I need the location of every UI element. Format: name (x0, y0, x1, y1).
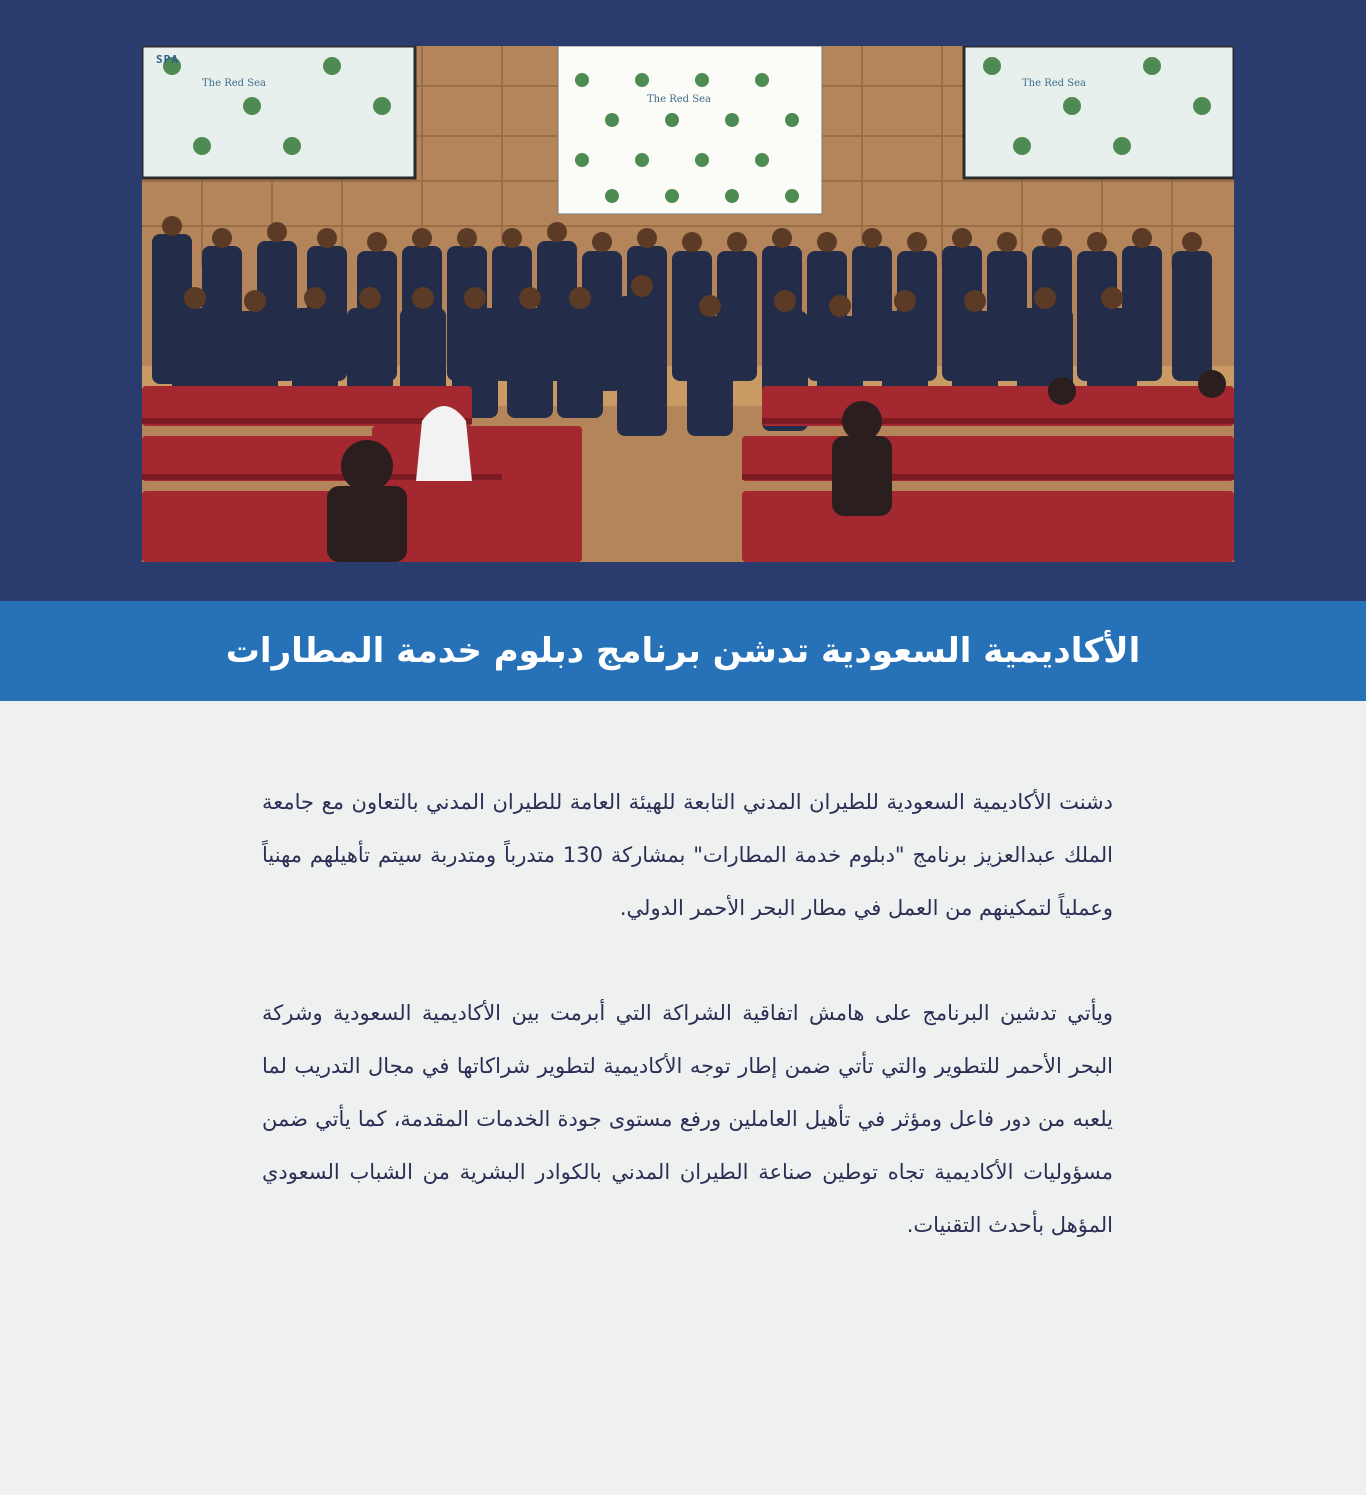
article-body (262, 776, 1113, 1304)
screen-text-red-sea: The Red Sea (202, 78, 266, 89)
paragraph-2: ويأتي تدشين البرنامج على هامش اتفاقية الشراكة التي أبرمت بين الأكاديمية السعودية وشركة البحر الأحمر للتطوير والتي تأتي ضمن إطار توجه الأكاديمية لتطوير شراكاتها في مجال التدريب لما يلعبه من دور فاعل ومؤثر في تأهيل العاملين ورفع مستوى جودة الخدمات المقدمة، كما يأتي ضمن مسؤوليات الأكاديمية تجاه توطين صناعة الطيران المدني بالكوادر البشرية من الشباب السعودي المؤهل بأحدث التقنيات. (262, 1001, 1113, 1237)
paragraph-1: دشنت الأكاديمية السعودية للطيران المدني التابعة للهيئة العامة للطيران المدني بالتعاون مع جامعة الملك عبدالعزيز برنامج "دبلوم خدمة المطارات" بمشاركة 130 متدرباً ومتدربة سيتم تأهيلهم مهنياً وعملياً لتمكينهم من العمل في مطار البحر الأحمر الدولي. (262, 790, 1113, 920)
headline: الأكاديمية السعودية تدشن برنامج دبلوم خدمة المطارات (225, 631, 1141, 671)
screen-text-red-sea-right: The Red Sea (1022, 78, 1086, 89)
spa-watermark: SPA (156, 53, 179, 66)
group-photo (142, 46, 1234, 562)
hero-section (0, 0, 1366, 601)
headline-band (0, 601, 1366, 701)
backdrop-text-red-sea: The Red Sea (647, 94, 711, 105)
